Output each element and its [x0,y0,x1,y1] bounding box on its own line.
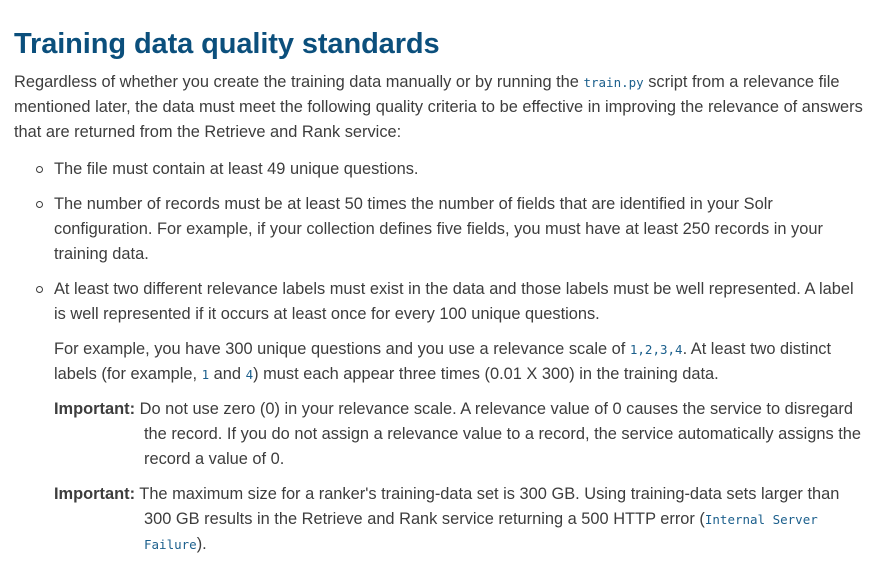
list-item-text: At least two different relevance labels must exist in the data and those labels must be well represented. A label is well represented if it occurs at least once for every 100 unique questions. [54,280,854,323]
document-section [14,26,864,557]
internal-server-failure-code: Internal Server Failure [144,512,818,552]
criteria-list [14,157,864,557]
example-paragraph [54,337,864,387]
important-note-text: Do not use zero (0) in your relevance scale. A relevance value of 0 causes the service to disregard the record. If you do not assign a relevance value to a record, the service automatically assigns the record a value of 0. [135,400,862,468]
important-note [54,482,864,557]
example-text: For example, you have 300 unique questions and you use a relevance scale of [54,340,630,358]
important-label: Important: [54,485,136,503]
list-item [14,277,864,557]
relevance-scale-code: 1,2,3,4 [629,342,683,357]
example-text: ) must each appear three times (0.01 X 300) in the training data. [253,365,719,383]
list-item-text: The number of records must be at least 50 times the number of fields that are identified in your Solr configuration. For example, if your collection defines five fields, you must have at least 250 records in your training data. [54,195,823,263]
important-note [54,397,864,472]
bullet-icon [36,166,43,173]
bullet-icon [36,286,43,293]
section-heading: Training data quality standards [14,28,440,60]
intro-text-before: Regardless of whether you create the training data manually or by running the [14,73,584,91]
important-note-text-end: ). [196,535,207,553]
list-item [14,157,864,182]
label-one-code: 1 [201,367,210,382]
example-text: . At least two distinct labels (for example, [54,340,832,383]
intro-text-after: script from a relevance file mentioned later, the data must meet the following quality criteria to be effective in improving the relevance of answers that are returned from the Retrieve and Rank service: [14,73,863,141]
bullet-icon [36,201,43,208]
list-item [14,192,864,267]
example-text: and [209,365,246,383]
list-item-text: The file must contain at least 49 unique questions. [54,160,419,178]
train-py-code: train.py [583,75,644,90]
important-note-text: The maximum size for a ranker's training-data set is 300 GB. Using training-data sets larger than 300 GB results in the Retrieve and Rank service returning a 500 HTTP error ( [135,485,840,528]
important-label: Important: [54,400,136,418]
intro-paragraph [14,70,864,145]
label-four-code: 4 [245,367,254,382]
